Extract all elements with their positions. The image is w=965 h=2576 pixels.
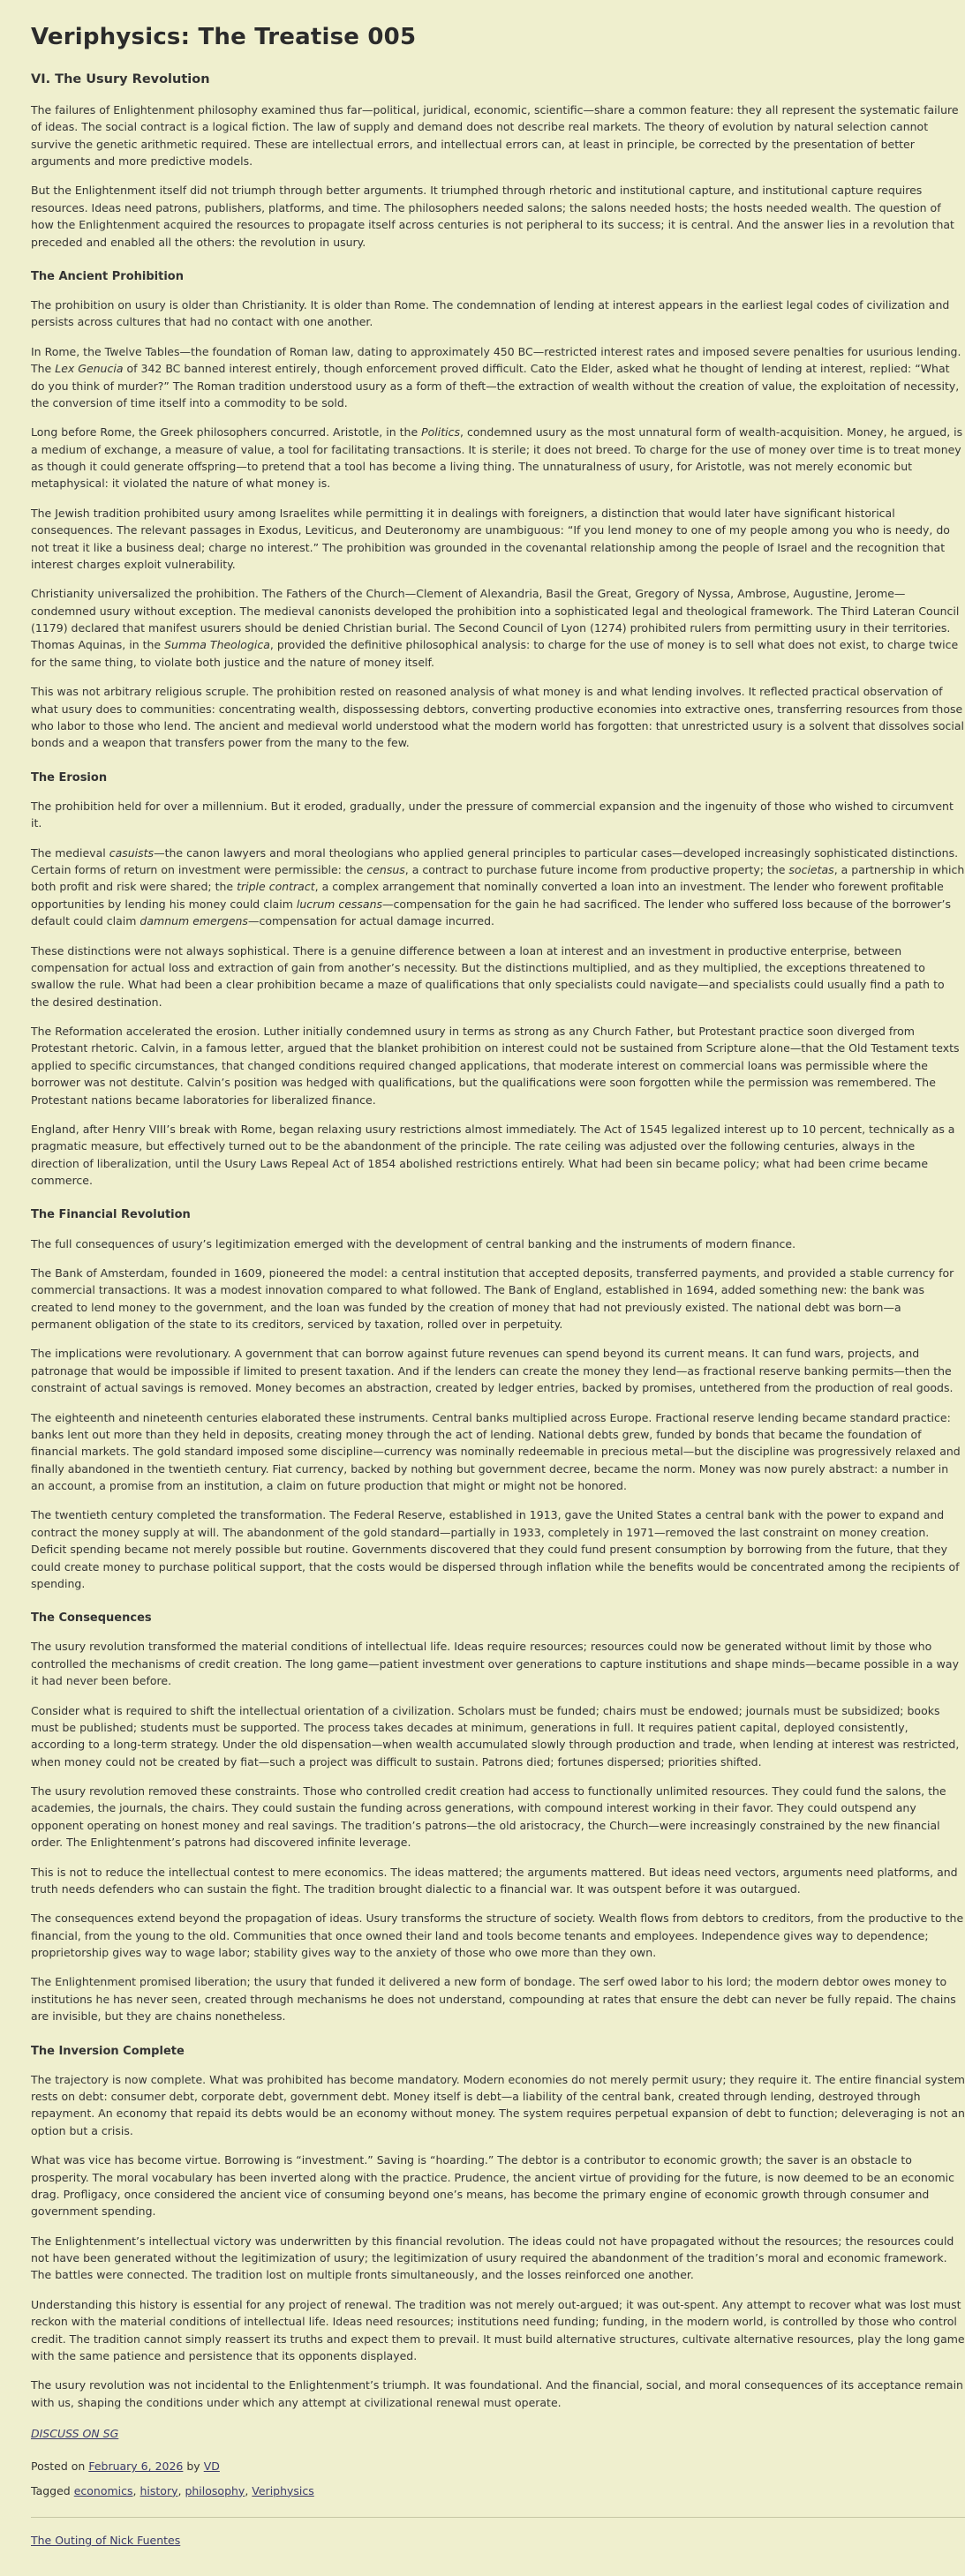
discuss-paragraph xyxy=(31,2425,965,2442)
paragraph: The prohibition on usury is older than Christianity. It is older than Rome. The condemnation of lending at interest appears in the earliest legal codes of civilization and persists across cultures that had no contact with one another. xyxy=(31,298,950,329)
paragraph: Understanding this history is essential for any project of renewal. The tradition was not merely out-argued; it was out-spent. Any attempt to recover what was lost must reckon with the material conditions of intellectual life. Ideas need resources; institutions need funding; funding, in the modern world, is controlled by those who control credit. The tradition cannot simply reassert its truths and expect them to prevail. It must build alternative structures, cultivate alternative resources, play the long game with the same patience and persistence that its opponents displayed. xyxy=(31,2297,965,2362)
paragraph: The implications were revolutionary. A government that can borrow against future revenues can spend beyond its current means. It can fund wars, projects, and patronage that would be impossible if limited to present taxation. And if the lenders can create the money they lend—as fractional reserve banking permits—then the constraint of actual savings is removed. Money becomes an abstraction, created by ledger entries, backed by promises, untethered from the production of real goods. xyxy=(31,1347,954,1395)
paragraph: England, after Henry VIII’s break with Rome, began relaxing usury restrictions almost immediately. The Act of 1545 legalized interest up to 10 percent, technically as a pragmatic measure, but effectively turned out to be the abandonment of the principle. The rate ceiling was adjusted over the following centuries, always in the direction of liberalization, until the Usury Laws Repeal Act of 1854 abolished restrictions entirely. What had been sin became policy; what had been crime became commerce. xyxy=(31,1122,955,1187)
paragraph: But the Enlightenment itself did not triumph through better arguments. It triumphed through rhetoric and institutional capture, and institutional capture requires resources. Ideas need patrons, publishers, platforms, and time. The philosophers needed salons; the salons needed hosts; the hosts needed wealth. The question of how the Enlightenment acquired the resources to propagate itself across centuries is not peripheral to its success; it is central. And the answer lies in a revolution that preceded and enabled all the others: the revolution in usury. xyxy=(31,184,954,249)
paragraph: The twentieth century completed the transformation. The Federal Reserve, established in 1913, gave the United States a central bank with the power to expand and contract the money supply at will. The abandonment of the gold standard—partially in 1933, completely in 1971—removed the last constraint on money creation. Deficit spending became not merely possible but routine. Governments discovered that they could fund present consumption by borrowing from the future, that they could create money to purchase political support, that the costs would be dispersed through inflation while the benefits would be concentrated among the recipients of spending. xyxy=(31,1508,960,1590)
paragraph: Consider what is required to shift the intellectual orientation of a civilization. Scholars must be funded; chairs must be endowed; journals must be subsidized; books must be published; students must be supported. The process takes decades at minimum, generations in full. It requires patient capital, deployed consistently, according to a long-term strategy. Under the old dispensation—when wealth accumulated slowly through production and trade, when lending at interest was restricted, when money could not be created by fiat—such a project was difficult to sustain. Patrons died; fortunes dispersed; priorities shifted. xyxy=(31,1703,960,1769)
post-navigation xyxy=(31,2517,965,2549)
subsection-heading: The Ancient Prohibition xyxy=(31,269,184,283)
paragraph: Christianity universalized the prohibition. The Fathers of the Church—Clement of Alexandria, Basil the Great, Gregory of Nyssa, Ambrose, Augustine, Jerome—condemned usury without exception. The medieval canonists developed the prohibition into a sophisticated legal and theological framework. The Third Lateran Council (1179) declared that manifest usurers should be denied Christian burial. The Second Council of Lyon (1274) prohibited rulers from permitting usury in their territories. Thomas Aquinas, in the Summa Theologica, provided the definitive philosophical analysis: to charge for the use of money is to sell what does not exist, to charge twice for the same thing, to violate both justice and the nature of money itself. xyxy=(31,587,960,669)
paragraph: The Reformation accelerated the erosion. Luther initially condemned usury in terms as strong as any Church Father, but Protestant practice soon diverged from Protestant rhetoric. Calvin, in a famous letter, argued that the blanket prohibition on interest could not be sustained from Scripture alone—that the Old Testament texts applied to specific circumstances, that changed conditions required changed applications, that moderate interest on commercial loans was permissible where the borrower was not destitute. Calvin’s position was hedged with qualifications, but the qualifications were soon forgotten while the permission was remembered. The Protestant nations became laboratories for liberalized finance. xyxy=(31,1025,960,1107)
paragraph: The Enlightenment promised liberation; the usury that funded it delivered a new form of bondage. The serf owed labor to his lord; the modern debtor owes money to institutions he has never seen, created through mechanisms he does not understand, compounding at rates that ensure the debt can never be fully repaid. The chains are invisible, but they are chains nonetheless. xyxy=(31,1975,956,2024)
page-title: Veriphysics: The Treatise 005 xyxy=(31,24,417,50)
paragraph: The Bank of Amsterdam, founded in 1609, pioneered the model: a central institution that accepted deposits, transferred payments, and provided a stable currency for commercial transactions. It was a modest innovation compared to what followed. The Bank of England, established in 1694, added something new: the bank was created to lend money to the government, and the loan was funded by the creation of money that had not previously existed. The national debt was born—a permanent obligation of the state to its creditors, serviced by taxation, rolled over in perpetuity. xyxy=(31,1265,954,1332)
by-label: by xyxy=(186,2460,200,2474)
post-tags: Tagged economics, history, philosophy, Veriphysics xyxy=(31,2483,314,2497)
paragraph: The trajectory is now complete. What was prohibited has become mandatory. Modern economies do not merely permit usury; they require it. The entire financial system rests on debt: consumer debt, corporate debt, government debt. Money itself is debt—a liability of the central bank, created through lending, destroyed through repayment. An economy that repaid its debts would be an economy without money. The system requires perpetual expansion of debt to function; deleveraging is not an option but a crisis. xyxy=(31,2072,965,2137)
paragraph: The medieval casuists—the canon lawyers and moral theologians who applied general principles to particular cases—developed increasingly sophisticated distinctions. Certain forms of return on investment were permissible: the census, a contract to purchase future income from productive property; the societas, a partnership in which both profit and risk were shared; the triple contract, a complex arrangement that nominally converted a loan into an investment. The lender who forewent profitable opportunities by lending his money could claim lucrum cessans—compensation for the gain he had sacrificed. The lender who suffered loss because of the borrower’s default could claim damnum emergens—compensation for actual damage incurred. xyxy=(31,845,965,928)
tag-link[interactable]: philosophy xyxy=(185,2483,245,2497)
next-post-link[interactable]: The Outing of Nick Fuentes xyxy=(31,2534,181,2548)
tag-link[interactable]: Veriphysics xyxy=(252,2483,314,2497)
posted-on-label: Posted on xyxy=(31,2460,86,2474)
paragraph: The usury revolution transformed the material conditions of intellectual life. Ideas require resources; resources could now be generated without limit by those who controlled the mechanisms of credit creation. The long game—patient investment over generations to capture institutions and shape minds—became possible in a way it had never been before. xyxy=(31,1640,959,1688)
paragraph: The Jewish tradition prohibited usury among Israelites while permitting it in dealings with foreigners, a distinction that would later have significant historical consequences. The relevant passages in Exodus, Leviticus, and Deuteronomy are unambiguous: “If you lend money to one of my people among you who is needy, do not treat it like a business deal; charge no interest.” The prohibition was grounded in the covenantal relationship among the people of Israel and the recognition that interest charges exploit vulnerability. xyxy=(31,506,950,571)
paragraph: The full consequences of usury’s legitimization emerged with the development of central banking and the instruments of modern finance. xyxy=(31,1236,796,1250)
subsection-heading: The Financial Revolution xyxy=(31,1208,191,1222)
paragraph: The usury revolution removed these constraints. Those who controlled credit creation had access to functionally unlimited resources. They could fund the salons, the academies, the journals, the chairs. They could sustain the funding across generations, with compound interest working in their favor. They could outspend any opponent operating on honest money and real savings. The tradition’s patrons—the old aristocracy, the Church—were increasingly constrained by the new financial order. The Enlightenment’s patrons had discovered infinite leverage. xyxy=(31,1784,946,1850)
paragraph: In Rome, the Twelve Tables—the foundation of Roman law, dating to approximately 450 BC—restricted interest rates and imposed severe penalties for usurious lending. The Lex Genucia of 342 BC banned interest entirely, though enforcement proved difficult. Cato the Elder, asked what he thought of lending at interest, replied: “What do you think of murder?” The Roman tradition understood usury as a form of theft—the extraction of wealth without the creation of value, the exploitation of necessity, the conversion of time itself into a commodity to be sold. xyxy=(31,344,961,409)
tag-link[interactable]: history xyxy=(139,2483,178,2497)
paragraph: The eighteenth and nineteenth centuries elaborated these instruments. Central banks multiplied across Europe. Fractional reserve lending became standard practice: banks lent out more than they held in deposits, creating money through the act of lending. National debts grew, funded by bonds that became the foundation of financial markets. The gold standard imposed some discipline—currency was nominally redeemable in precious metal—but the discipline was progressively relaxed and finally abandoned in the twentieth century. Fiat currency, backed by nothing but government decree, became the norm. Money was now purely abstract: a number in an account, a promise from an institution, a claim on future production that might or might not be honored. xyxy=(31,1410,961,1493)
section-title: VI. The Usury Revolution xyxy=(31,71,210,86)
paragraph: These distinctions were not always sophistical. There is a genuine difference between a loan at interest and an investment in productive enterprise, between compensation for actual loss and extraction of gain from another’s necessity. But the distinctions multiplied, and as they multiplied, the exceptions threatened to swallow the rule. What had been a clear prohibition became a maze of qualifications that only specialists could navigate—and specialists could usually find a path to the desired destination. xyxy=(31,943,945,1009)
paragraph: This was not arbitrary religious scruple. The prohibition rested on reasoned analysis of what money is and what lending involves. It reflected practical observation of what usury does to communities: concentrating wealth, dispossessing debtors, converting productive economies into extractive ones, transferring resources from those who labor to those who lend. The ancient and medieval world understood what the modern world has forgotten: that unrestricted usury is a solvent that dissolves social bonds and a weapon that transfers power from the many to the few. xyxy=(31,685,965,750)
author-link[interactable]: VD xyxy=(203,2460,220,2474)
discuss-link[interactable]: DISCUSS ON SG xyxy=(31,2427,119,2441)
subsection-heading: The Consequences xyxy=(31,1611,152,1626)
tag-link[interactable]: economics xyxy=(73,2483,133,2497)
post-date-link[interactable]: February 6, 2026 xyxy=(88,2460,184,2474)
paragraph: This is not to reduce the intellectual contest to mere economics. The ideas mattered; the arguments mattered. But ideas need vectors, arguments need platforms, and truth needs defenders who can sustain the fight. The tradition brought dialectic to a financial war. It was outspent before it was outargued. xyxy=(31,1865,958,1896)
paragraph: What was vice has become virtue. Borrowing is “investment.” Saving is “hoarding.” The debtor is a contributor to economic growth; the saver is an obstacle to prosperity. The moral vocabulary has been inverted along with the practice. Prudence, the ancient virtue of providing for the future, is now deemed to be an economic drag. Profligacy, once considered the ancient vice of consuming beyond one’s means, has become the primary engine of economic growth through consumer and government spending. xyxy=(31,2153,955,2219)
paragraph: The consequences extend beyond the propagation of ideas. Usury transforms the structure of society. Wealth flows from debtors to creditors, from the productive to the financial, from the young to the old. Communities that once owned their land and tools become tenants and employees. Independence gives way to dependence; proprietorship gives way to wage labor; stability gives way to the anxiety of those who owe more than they own. xyxy=(31,1911,964,1960)
paragraph: The prohibition held for over a millennium. But it eroded, gradually, under the pressure of commercial expansion and the ingenuity of those who wished to circumvent it. xyxy=(31,799,954,830)
paragraph: The usury revolution was not incidental to the Enlightenment’s triumph. It was foundational. And the financial, social, and moral consequences of its acceptance remain with us, shaping the conditions under which any attempt at civilizational renewal must operate. xyxy=(31,2378,963,2409)
post-meta xyxy=(31,2458,965,2475)
subsection-heading: The Erosion xyxy=(31,770,108,785)
paragraph: The failures of Enlightenment philosophy examined thus far—political, juridical, economic, scientific—share a common feature: they all represent the systematic failure of ideas. The social contract is a logical fiction. The law of supply and demand does not describe real markets. The theory of evolution by natural selection cannot survive the genetic arithmetic required. These are intellectual errors, and intellectual errors can, at least in principle, be corrected by the presentation of better arguments and more predictive models. xyxy=(31,102,959,169)
paragraph: Long before Rome, the Greek philosophers concurred. Aristotle, in the Politics, condemned usury as the most unnatural form of wealth-acquisition. Money, he argued, is a medium of exchange, a measure of value, a tool for facilitating transactions. It is sterile; it does not breed. To charge for the use of money over time is to treat money as though it could generate offspring—to pretend that a tool has become a living thing. The unnaturalness of usury, for Aristotle, was not merely economic but metaphysical: it violated the nature of what money is. xyxy=(31,425,963,491)
subsection-heading: The Inversion Complete xyxy=(31,2044,185,2058)
paragraph: The Enlightenment’s intellectual victory was underwritten by this financial revolution. The ideas could not have propagated without the resources; the resources could not have been generated without the legitimization of usury; the legitimization of usury required the abandonment of the tradition’s moral and economic framework. The battles were connected. The tradition lost on multiple fronts simultaneously, and the losses reinforced one another. xyxy=(31,2234,954,2282)
tagged-label: Tagged xyxy=(31,2483,71,2497)
article-body xyxy=(31,101,965,2411)
